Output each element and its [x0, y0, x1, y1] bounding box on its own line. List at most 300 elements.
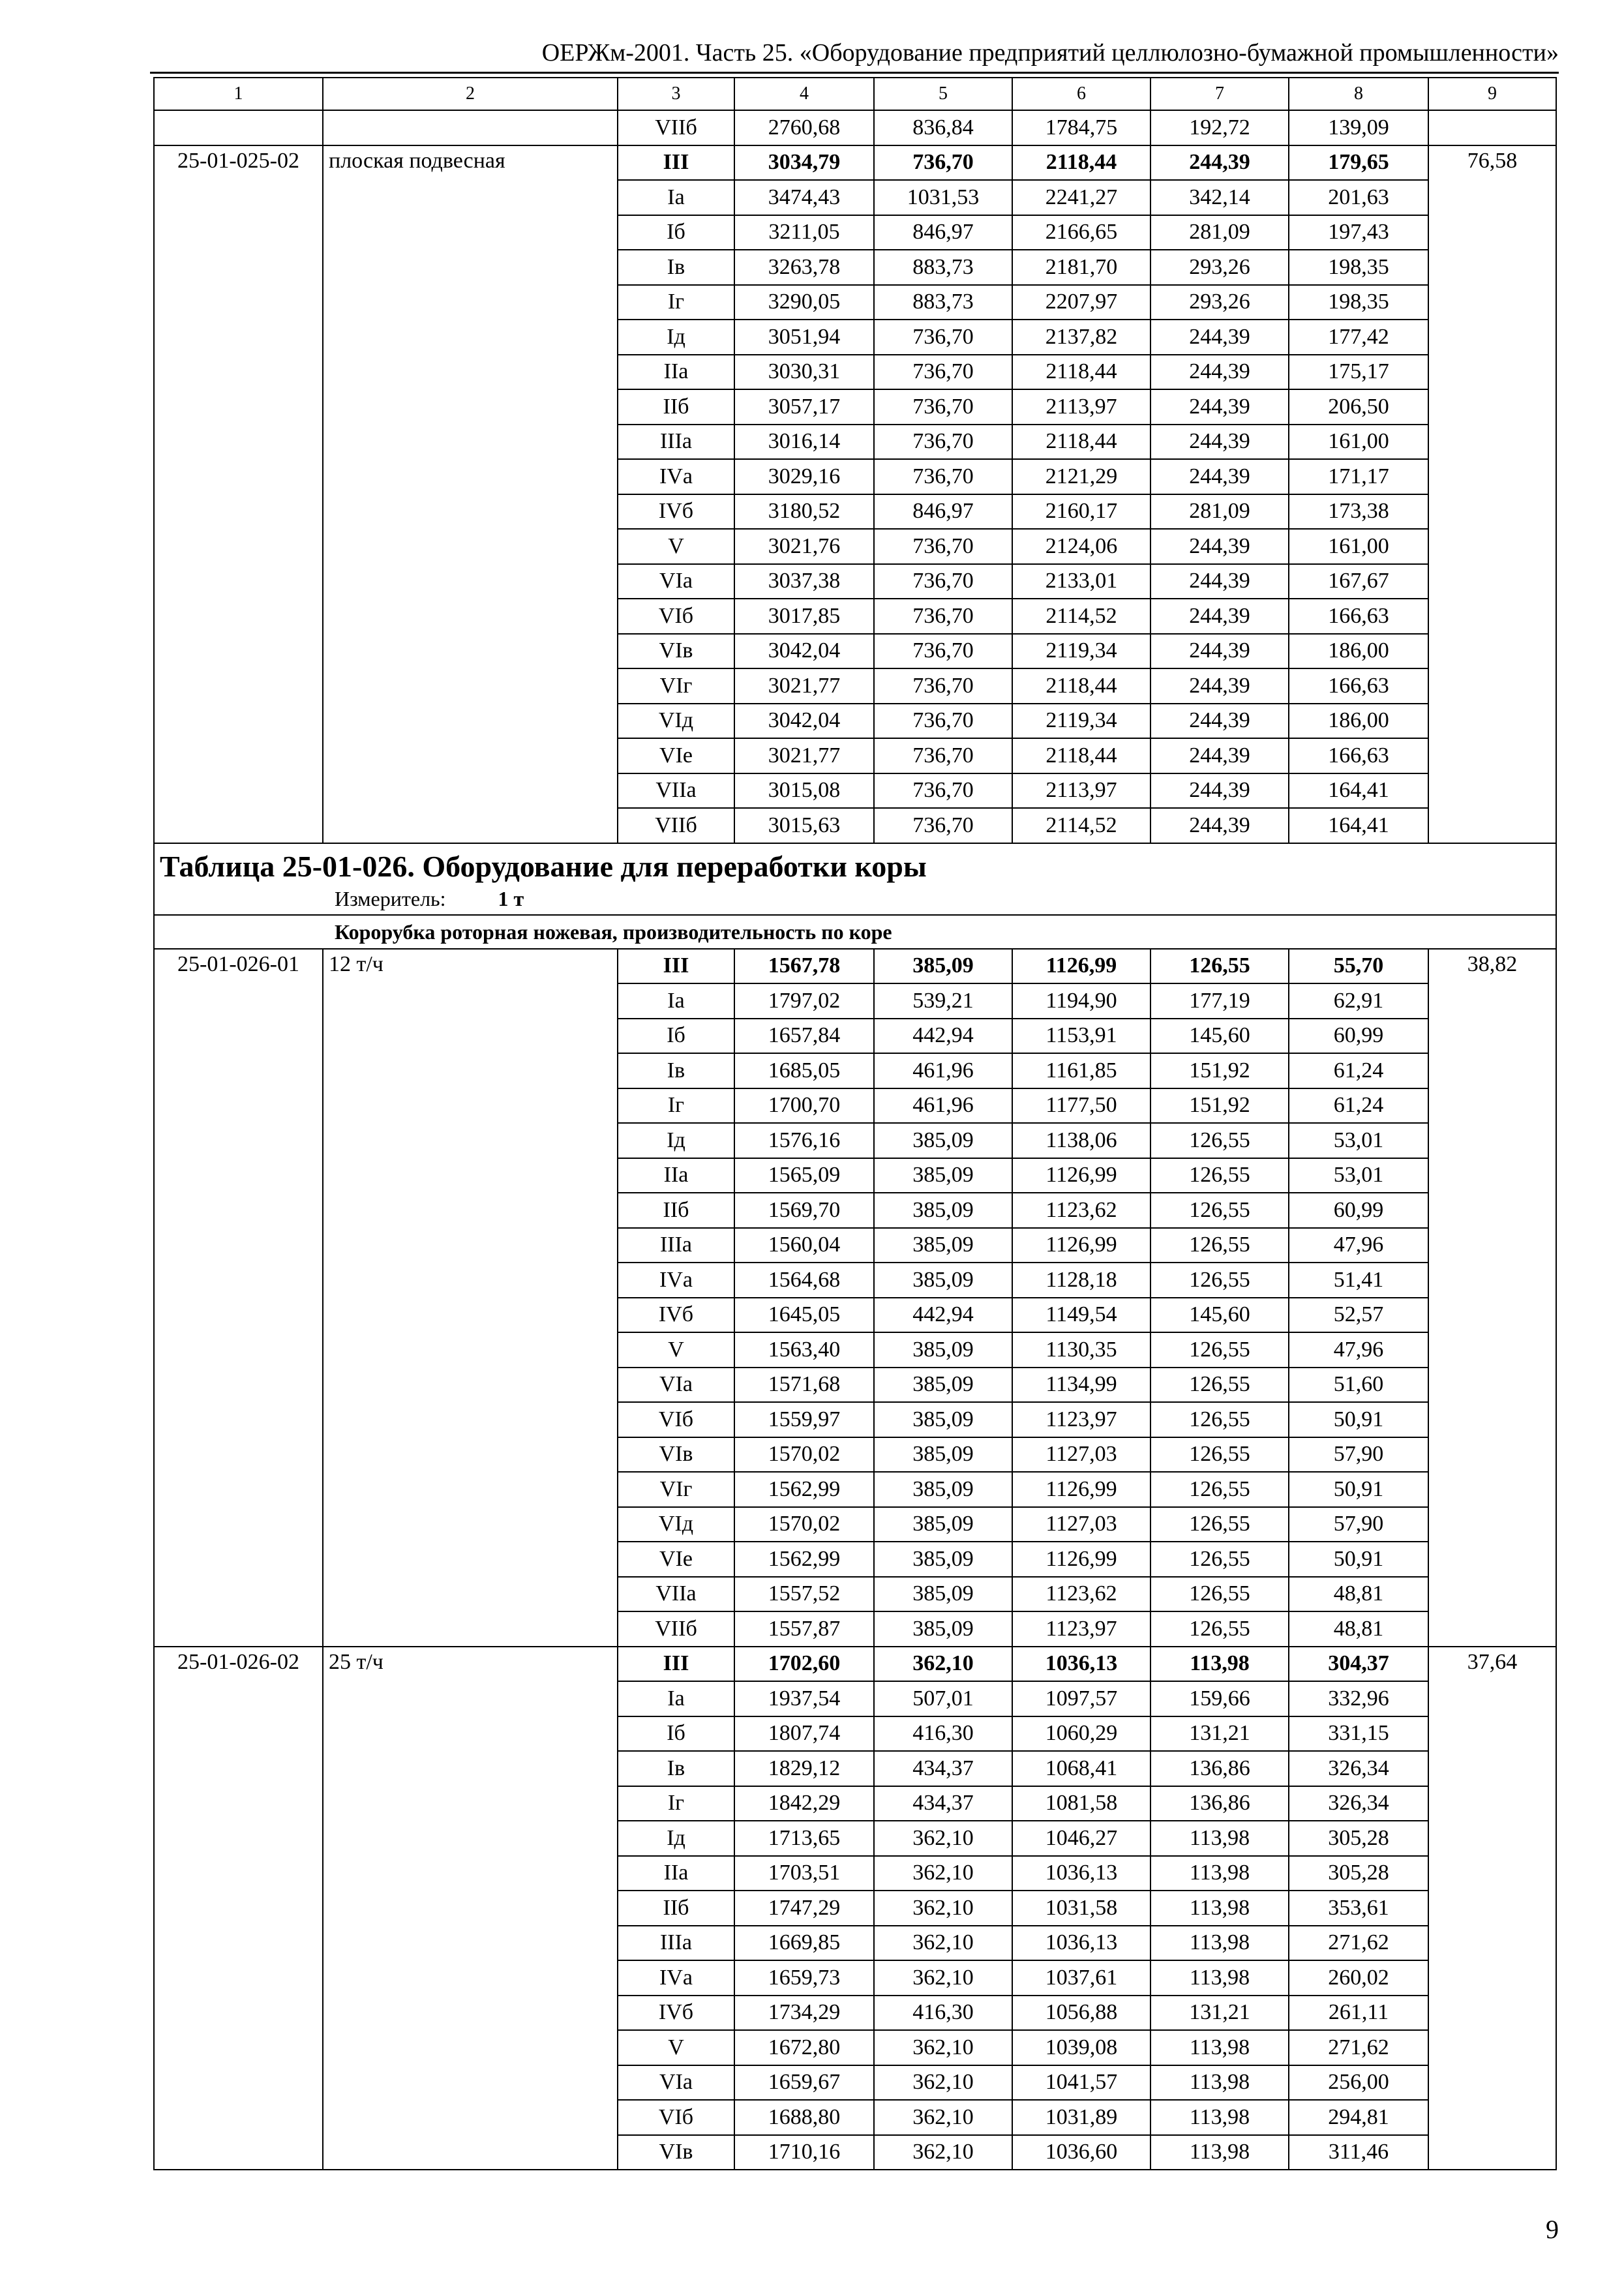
- value-cell: 1177,50: [1012, 1088, 1150, 1124]
- code-cell: [154, 180, 323, 215]
- column-number-row: [154, 78, 1556, 110]
- description-cell: [323, 1611, 618, 1647]
- table-row: [154, 564, 1556, 599]
- value-cell: 2133,01: [1012, 564, 1150, 599]
- value-cell: 385,09: [874, 1368, 1012, 1403]
- table-row: [154, 1681, 1556, 1716]
- value-cell: 1123,97: [1012, 1611, 1150, 1647]
- value-cell: [1428, 564, 1556, 599]
- value-cell: 2113,97: [1012, 773, 1150, 809]
- value-cell: [1428, 1996, 1556, 2031]
- code-cell: [154, 389, 323, 425]
- value-cell: [1428, 1019, 1556, 1054]
- measure-value: 1 т: [498, 886, 524, 910]
- value-cell: 1567,78: [734, 949, 874, 984]
- value-cell: 385,09: [874, 1263, 1012, 1298]
- value-cell: 126,55: [1150, 1437, 1289, 1473]
- value-cell: [1428, 459, 1556, 494]
- zone-cell: Iа: [618, 180, 734, 215]
- value-cell: 48,81: [1289, 1611, 1428, 1647]
- code-cell: 25-01-026-01: [154, 949, 323, 984]
- value-cell: 3180,52: [734, 494, 874, 530]
- value-cell: 173,38: [1289, 494, 1428, 530]
- code-cell: [154, 1228, 323, 1263]
- description-cell: [323, 1996, 618, 2031]
- value-cell: [1428, 1856, 1556, 1891]
- value-cell: [1428, 1751, 1556, 1786]
- value-cell: 1700,70: [734, 1088, 874, 1124]
- description-cell: [323, 2135, 618, 2170]
- zone-cell: IIа: [618, 1158, 734, 1193]
- value-cell: 2760,68: [734, 110, 874, 145]
- value-cell: [1428, 389, 1556, 425]
- value-cell: 145,60: [1150, 1019, 1289, 1054]
- value-cell: 244,39: [1150, 145, 1289, 181]
- value-cell: 281,09: [1150, 494, 1289, 530]
- value-cell: [1428, 1891, 1556, 1926]
- value-cell: 60,99: [1289, 1019, 1428, 1054]
- value-cell: [1428, 1960, 1556, 1996]
- value-cell: 385,09: [874, 1228, 1012, 1263]
- value-cell: 1097,57: [1012, 1681, 1150, 1716]
- value-cell: 271,62: [1289, 2030, 1428, 2065]
- zone-cell: IVа: [618, 1960, 734, 1996]
- code-cell: [154, 110, 323, 145]
- value-cell: 1734,29: [734, 1996, 874, 2031]
- value-cell: 362,10: [874, 1856, 1012, 1891]
- value-cell: 1557,87: [734, 1611, 874, 1647]
- zone-cell: VIб: [618, 2100, 734, 2135]
- value-cell: [1428, 1402, 1556, 1437]
- value-cell: [1428, 1786, 1556, 1821]
- table-row: [154, 1228, 1556, 1263]
- value-cell: 342,14: [1150, 180, 1289, 215]
- code-cell: [154, 1996, 323, 2031]
- table-row: [154, 2100, 1556, 2135]
- zone-cell: Iг: [618, 1786, 734, 1821]
- value-cell: 2118,44: [1012, 425, 1150, 460]
- description-cell: [323, 668, 618, 704]
- value-cell: 3057,17: [734, 389, 874, 425]
- value-cell: 1126,99: [1012, 1542, 1150, 1577]
- value-cell: 164,41: [1289, 773, 1428, 809]
- value-cell: 385,09: [874, 1542, 1012, 1577]
- value-cell: 1710,16: [734, 2135, 874, 2170]
- value-cell: 244,39: [1150, 320, 1289, 355]
- value-cell: 1559,97: [734, 1402, 874, 1437]
- value-cell: 1576,16: [734, 1123, 874, 1158]
- value-cell: 1703,51: [734, 1856, 874, 1891]
- value-cell: 192,72: [1150, 110, 1289, 145]
- description-cell: [323, 1263, 618, 1298]
- value-cell: 736,70: [874, 808, 1012, 843]
- value-cell: 416,30: [874, 1716, 1012, 1752]
- zone-cell: VIа: [618, 1368, 734, 1403]
- table-row: [154, 355, 1556, 390]
- zone-cell: VIб: [618, 1402, 734, 1437]
- value-cell: 736,70: [874, 355, 1012, 390]
- measure-line: [160, 886, 1550, 912]
- value-cell: 1036,13: [1012, 1647, 1150, 1682]
- value-cell: 244,39: [1150, 564, 1289, 599]
- value-cell: 1081,58: [1012, 1786, 1150, 1821]
- value-cell: 3021,77: [734, 668, 874, 704]
- code-cell: [154, 529, 323, 564]
- value-cell: 261,11: [1289, 1996, 1428, 2031]
- description-cell: [323, 494, 618, 530]
- zone-cell: VIд: [618, 1507, 734, 1542]
- value-cell: 362,10: [874, 1891, 1012, 1926]
- description-cell: [323, 1298, 618, 1333]
- value-cell: 385,09: [874, 1611, 1012, 1647]
- value-cell: 197,43: [1289, 215, 1428, 250]
- description-cell: [323, 2100, 618, 2135]
- value-cell: [1428, 634, 1556, 669]
- zone-cell: Iв: [618, 250, 734, 285]
- value-cell: 1563,40: [734, 1332, 874, 1368]
- code-cell: [154, 1263, 323, 1298]
- zone-cell: VIв: [618, 2135, 734, 2170]
- value-cell: 179,65: [1289, 145, 1428, 181]
- value-cell: 2160,17: [1012, 494, 1150, 530]
- code-cell: [154, 1088, 323, 1124]
- code-cell: [154, 1332, 323, 1368]
- code-cell: [154, 983, 323, 1019]
- zone-cell: IIа: [618, 355, 734, 390]
- value-cell: [1428, 1053, 1556, 1088]
- description-cell: [323, 1228, 618, 1263]
- table-row: [154, 1088, 1556, 1124]
- value-cell: 1127,03: [1012, 1507, 1150, 1542]
- description-cell: [323, 1681, 618, 1716]
- zone-cell: VIв: [618, 1437, 734, 1473]
- value-cell: 1557,52: [734, 1577, 874, 1612]
- table-row: [154, 1368, 1556, 1403]
- column-number: 3: [618, 78, 734, 110]
- zone-cell: VIб: [618, 599, 734, 634]
- value-cell: 1562,99: [734, 1472, 874, 1507]
- code-cell: [154, 668, 323, 704]
- value-cell: 113,98: [1150, 2030, 1289, 2065]
- value-cell: [1428, 1611, 1556, 1647]
- value-cell: 3034,79: [734, 145, 874, 181]
- description-cell: [323, 459, 618, 494]
- value-cell: 37,64: [1428, 1647, 1556, 1682]
- value-cell: 244,39: [1150, 599, 1289, 634]
- column-number: 4: [734, 78, 874, 110]
- zone-cell: IVб: [618, 1298, 734, 1333]
- value-cell: 2114,52: [1012, 599, 1150, 634]
- value-cell: 1560,04: [734, 1228, 874, 1263]
- description-cell: [323, 599, 618, 634]
- code-cell: [154, 1786, 323, 1821]
- value-cell: 3021,77: [734, 738, 874, 773]
- table-row: [154, 1437, 1556, 1473]
- description-cell: [323, 2065, 618, 2101]
- carryover-row: [154, 110, 1556, 145]
- value-cell: 1036,13: [1012, 1856, 1150, 1891]
- table-row: [154, 704, 1556, 739]
- zone-cell: Iд: [618, 1821, 734, 1856]
- value-cell: 271,62: [1289, 1926, 1428, 1961]
- value-cell: 1031,58: [1012, 1891, 1150, 1926]
- value-cell: 385,09: [874, 1437, 1012, 1473]
- code-cell: [154, 1402, 323, 1437]
- rates-table: [153, 77, 1557, 2170]
- value-cell: 61,24: [1289, 1053, 1428, 1088]
- value-cell: 244,39: [1150, 738, 1289, 773]
- zone-cell: VIа: [618, 564, 734, 599]
- code-cell: [154, 1053, 323, 1088]
- table-row: [154, 529, 1556, 564]
- value-cell: 326,34: [1289, 1786, 1428, 1821]
- description-cell: [323, 773, 618, 809]
- value-cell: 1127,03: [1012, 1437, 1150, 1473]
- value-cell: 362,10: [874, 1960, 1012, 1996]
- value-cell: 177,42: [1289, 320, 1428, 355]
- value-cell: 3030,31: [734, 355, 874, 390]
- value-cell: [1428, 355, 1556, 390]
- zone-cell: Iв: [618, 1751, 734, 1786]
- value-cell: 883,73: [874, 250, 1012, 285]
- value-cell: 2124,06: [1012, 529, 1150, 564]
- description-cell: [323, 285, 618, 320]
- zone-cell: V: [618, 1332, 734, 1368]
- zone-cell: IVб: [618, 494, 734, 530]
- code-cell: [154, 1577, 323, 1612]
- value-cell: 161,00: [1289, 425, 1428, 460]
- value-cell: 55,70: [1289, 949, 1428, 984]
- value-cell: 1570,02: [734, 1507, 874, 1542]
- column-number: 7: [1150, 78, 1289, 110]
- zone-cell: IIIа: [618, 1926, 734, 1961]
- value-cell: 113,98: [1150, 1960, 1289, 1996]
- code-cell: [154, 1716, 323, 1752]
- value-cell: [1428, 1577, 1556, 1612]
- value-cell: 1571,68: [734, 1368, 874, 1403]
- description-cell: [323, 1053, 618, 1088]
- description-cell: [323, 1856, 618, 1891]
- value-cell: 736,70: [874, 738, 1012, 773]
- value-cell: 3263,78: [734, 250, 874, 285]
- value-cell: 442,94: [874, 1298, 1012, 1333]
- table-row: [154, 949, 1556, 984]
- table-row: [154, 1507, 1556, 1542]
- value-cell: 293,26: [1150, 250, 1289, 285]
- table-row: [154, 1716, 1556, 1752]
- value-cell: 1702,60: [734, 1647, 874, 1682]
- value-cell: [1428, 808, 1556, 843]
- column-number: 9: [1428, 78, 1556, 110]
- page-header-title: ОЕРЖм-2001. Часть 25. «Оборудование предприятий целлюлозно-бумажной промышленности»: [541, 39, 1559, 67]
- value-cell: 3474,43: [734, 180, 874, 215]
- zone-cell: Iг: [618, 1088, 734, 1124]
- zone-cell: IIб: [618, 389, 734, 425]
- description-cell: [323, 564, 618, 599]
- code-cell: [154, 1542, 323, 1577]
- value-cell: 61,24: [1289, 1088, 1428, 1124]
- value-cell: 353,61: [1289, 1891, 1428, 1926]
- value-cell: 1842,29: [734, 1786, 874, 1821]
- value-cell: [1428, 2135, 1556, 2170]
- value-cell: 126,55: [1150, 1158, 1289, 1193]
- value-cell: [1428, 1542, 1556, 1577]
- code-cell: [154, 1368, 323, 1403]
- value-cell: 736,70: [874, 564, 1012, 599]
- value-cell: 736,70: [874, 704, 1012, 739]
- value-cell: 1126,99: [1012, 1472, 1150, 1507]
- value-cell: 1123,97: [1012, 1402, 1150, 1437]
- table-row: [154, 1996, 1556, 2031]
- value-cell: 244,39: [1150, 808, 1289, 843]
- value-cell: 385,09: [874, 1123, 1012, 1158]
- value-cell: 736,70: [874, 634, 1012, 669]
- value-cell: 846,97: [874, 494, 1012, 530]
- value-cell: 1685,05: [734, 1053, 874, 1088]
- table-row: [154, 1821, 1556, 1856]
- value-cell: 281,09: [1150, 215, 1289, 250]
- value-cell: 3290,05: [734, 285, 874, 320]
- description-cell: [323, 2030, 618, 2065]
- description-cell: [323, 1716, 618, 1752]
- value-cell: [1428, 1123, 1556, 1158]
- value-cell: [1428, 1298, 1556, 1333]
- table-row: [154, 459, 1556, 494]
- description-cell: [323, 110, 618, 145]
- zone-cell: Iд: [618, 320, 734, 355]
- value-cell: 48,81: [1289, 1577, 1428, 1612]
- value-cell: 2241,27: [1012, 180, 1150, 215]
- description-cell: [323, 738, 618, 773]
- value-cell: [1428, 425, 1556, 460]
- description-cell: 12 т/ч: [323, 949, 618, 984]
- value-cell: 1688,80: [734, 2100, 874, 2135]
- value-cell: 2118,44: [1012, 145, 1150, 181]
- value-cell: 1657,84: [734, 1019, 874, 1054]
- value-cell: [1428, 1821, 1556, 1856]
- value-cell: 1797,02: [734, 983, 874, 1019]
- subheading-row: [154, 915, 1556, 949]
- value-cell: 126,55: [1150, 1577, 1289, 1612]
- value-cell: 1046,27: [1012, 1821, 1150, 1856]
- value-cell: [1428, 1368, 1556, 1403]
- value-cell: 736,70: [874, 389, 1012, 425]
- value-cell: 186,00: [1289, 704, 1428, 739]
- value-cell: 1194,90: [1012, 983, 1150, 1019]
- value-cell: 3017,85: [734, 599, 874, 634]
- value-cell: 136,86: [1150, 1786, 1289, 1821]
- table-row: [154, 1263, 1556, 1298]
- value-cell: [1428, 1472, 1556, 1507]
- value-cell: 206,50: [1289, 389, 1428, 425]
- value-cell: 171,17: [1289, 459, 1428, 494]
- value-cell: [1428, 1263, 1556, 1298]
- value-cell: 434,37: [874, 1786, 1012, 1821]
- description-cell: [323, 1821, 618, 1856]
- value-cell: [1428, 494, 1556, 530]
- value-cell: 50,91: [1289, 1472, 1428, 1507]
- value-cell: 161,00: [1289, 529, 1428, 564]
- code-cell: [154, 1611, 323, 1647]
- value-cell: 2137,82: [1012, 320, 1150, 355]
- value-cell: [1428, 1158, 1556, 1193]
- value-cell: 126,55: [1150, 1263, 1289, 1298]
- value-cell: 1134,99: [1012, 1368, 1150, 1403]
- value-cell: 244,39: [1150, 704, 1289, 739]
- description-cell: [323, 1960, 618, 1996]
- table-row: [154, 320, 1556, 355]
- value-cell: 883,73: [874, 285, 1012, 320]
- zone-cell: Iб: [618, 1019, 734, 1054]
- value-cell: 1161,85: [1012, 1053, 1150, 1088]
- value-cell: 1713,65: [734, 1821, 874, 1856]
- value-cell: 736,70: [874, 773, 1012, 809]
- value-cell: 126,55: [1150, 1507, 1289, 1542]
- description-cell: плоская подвесная: [323, 145, 618, 181]
- value-cell: 385,09: [874, 1332, 1012, 1368]
- value-cell: 113,98: [1150, 2100, 1289, 2135]
- value-cell: 198,35: [1289, 250, 1428, 285]
- value-cell: 201,63: [1289, 180, 1428, 215]
- description-cell: [323, 1926, 618, 1961]
- value-cell: 1645,05: [734, 1298, 874, 1333]
- code-cell: [154, 704, 323, 739]
- code-cell: 25-01-025-02: [154, 145, 323, 181]
- value-cell: 3051,94: [734, 320, 874, 355]
- value-cell: [1428, 668, 1556, 704]
- value-cell: [1428, 1926, 1556, 1961]
- value-cell: 244,39: [1150, 773, 1289, 809]
- value-cell: 3042,04: [734, 704, 874, 739]
- zone-cell: VIг: [618, 1472, 734, 1507]
- table-title-cell: [154, 843, 1556, 915]
- description-cell: [323, 1019, 618, 1054]
- value-cell: 2118,44: [1012, 738, 1150, 773]
- table-row: [154, 180, 1556, 215]
- code-cell: [154, 2100, 323, 2135]
- value-cell: 244,39: [1150, 459, 1289, 494]
- table-row: [154, 773, 1556, 809]
- table-row: [154, 1123, 1556, 1158]
- value-cell: 3016,14: [734, 425, 874, 460]
- description-cell: 25 т/ч: [323, 1647, 618, 1682]
- value-cell: 736,70: [874, 459, 1012, 494]
- table-row: [154, 1577, 1556, 1612]
- zone-cell: IIIа: [618, 425, 734, 460]
- code-cell: [154, 808, 323, 843]
- description-cell: [323, 983, 618, 1019]
- zone-cell: Iа: [618, 1681, 734, 1716]
- code-cell: [154, 1019, 323, 1054]
- value-cell: 139,09: [1289, 110, 1428, 145]
- code-cell: [154, 320, 323, 355]
- code-cell: [154, 1507, 323, 1542]
- table-row: [154, 599, 1556, 634]
- value-cell: 2113,97: [1012, 389, 1150, 425]
- value-cell: 385,09: [874, 949, 1012, 984]
- code-cell: [154, 215, 323, 250]
- column-number: 1: [154, 78, 323, 110]
- value-cell: 244,39: [1150, 529, 1289, 564]
- value-cell: 113,98: [1150, 1821, 1289, 1856]
- code-cell: [154, 738, 323, 773]
- table-row: [154, 1053, 1556, 1088]
- value-cell: 2121,29: [1012, 459, 1150, 494]
- value-cell: 1041,57: [1012, 2065, 1150, 2101]
- description-cell: [323, 808, 618, 843]
- value-cell: [1428, 1681, 1556, 1716]
- zone-cell: VIе: [618, 1542, 734, 1577]
